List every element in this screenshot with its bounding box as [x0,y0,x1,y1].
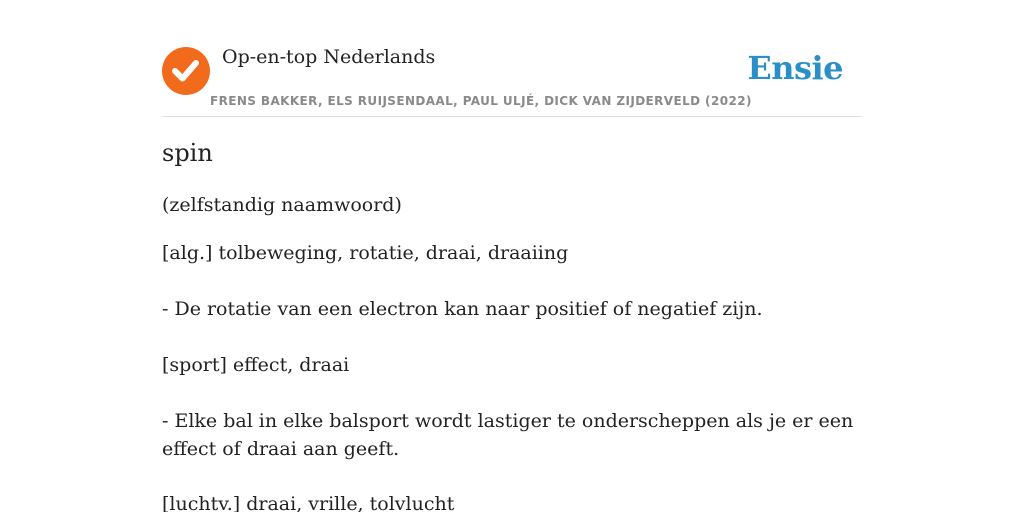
source-logo[interactable] [162,47,210,95]
entry-headword: spin [162,139,213,167]
source-header [162,0,862,117]
definition-line: [sport] effect, draai [162,354,350,376]
definition-line: [alg.] tolbeweging, rotatie, draai, draaiing [162,242,569,264]
part-of-speech: (zelfstandig naamwoord) [162,194,402,216]
ensie-logo[interactable]: Ensie [747,49,843,87]
definition-line: [luchtv.] draai, vrille, tolvlucht [162,493,455,512]
source-title[interactable]: Op-en-top Nederlands [222,46,436,68]
source-authors: FRENS BAKKER, ELS RUIJSENDAAL, PAUL ULJÉ, DICK VAN ZIJDERVELD (2022) [210,94,752,108]
example-line: - De rotatie van een electron kan naar positief of negatief zijn. [162,298,763,320]
entry-card [162,0,862,512]
example-line: - Elke bal in elke balsport wordt lastiger te onderscheppen als je er een effect of draai aan geeft. [162,410,854,460]
checkmark-icon [162,47,210,95]
